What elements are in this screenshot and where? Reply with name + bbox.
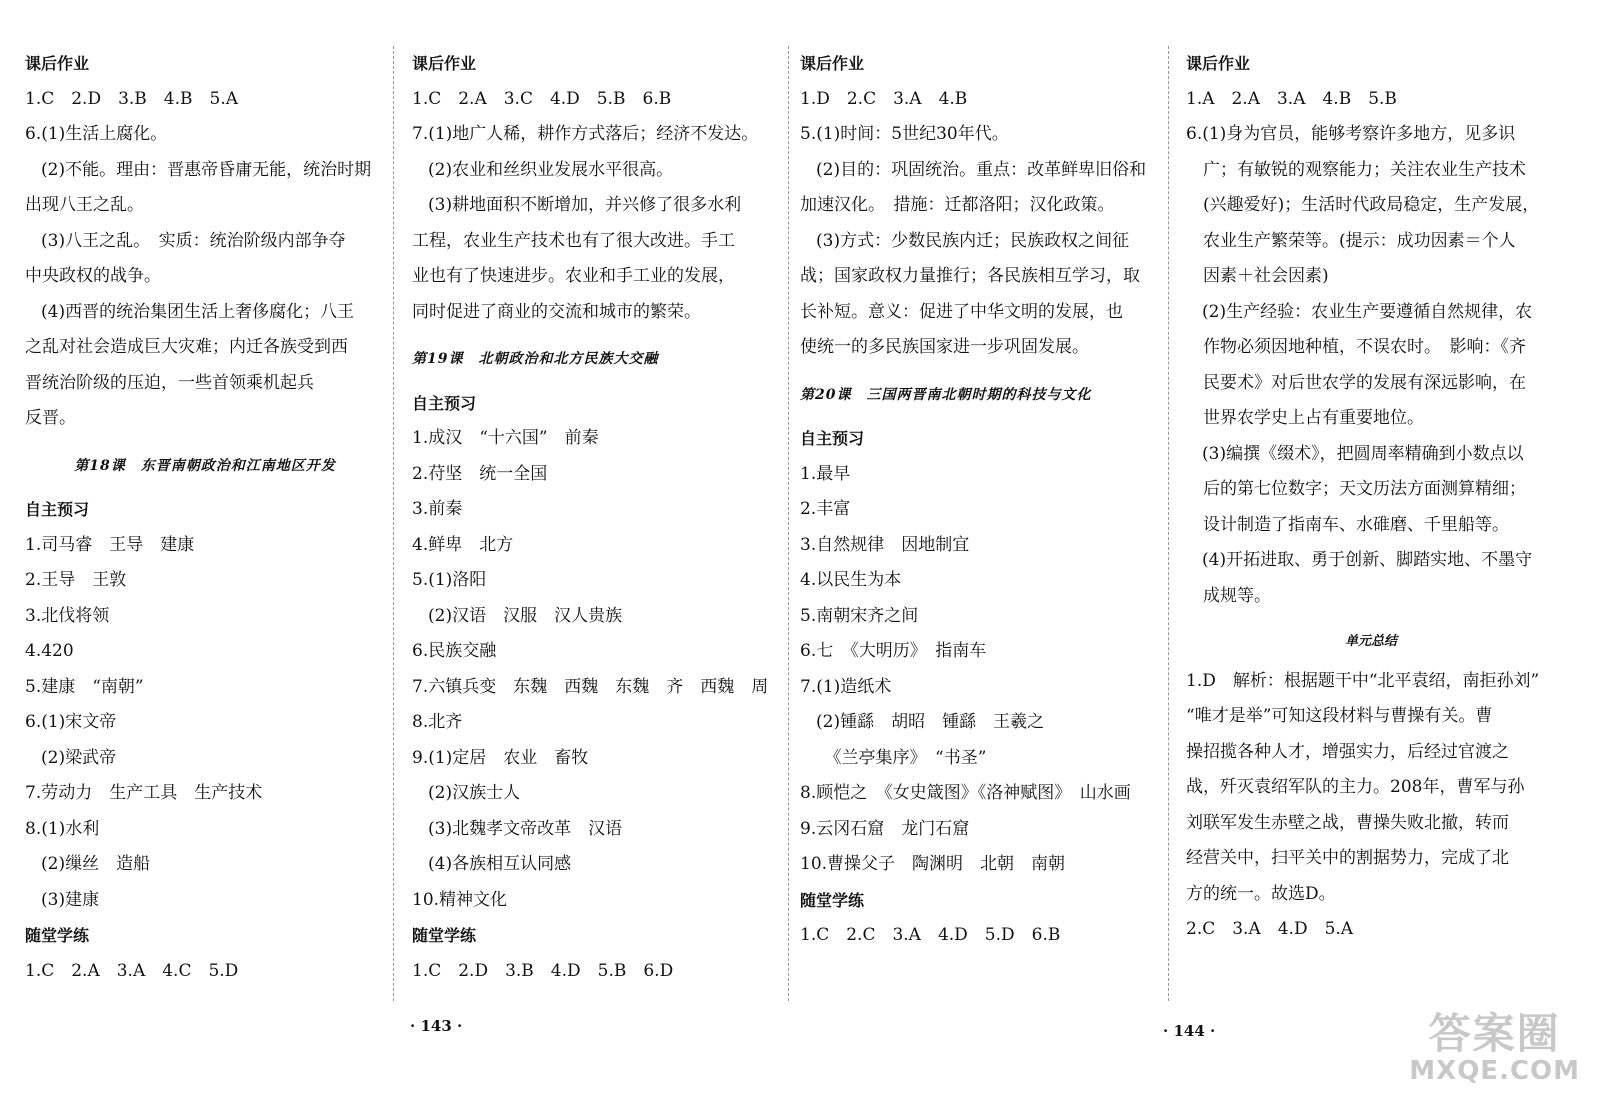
section-heading: 课后作业 bbox=[800, 54, 865, 73]
section-heading: 随堂学练 bbox=[25, 926, 90, 945]
answer-line: 因素＋社会因素) bbox=[1186, 266, 1329, 286]
answer-line: (2)锺繇 胡昭 锺繇 王羲之 bbox=[816, 712, 1045, 732]
answer-line: 10.曹操父子 陶渊明 北朝 南朝 bbox=[800, 854, 1066, 874]
answer-line: 长补短。意义：促进了中华文明的发展，也 bbox=[800, 301, 1123, 322]
answer-line: 刘联军发生赤壁之战，曹操失败北撤，转而 bbox=[1186, 812, 1509, 833]
answer-line: 8.顾恺之 《女史箴图》《洛神赋图》 山水画 bbox=[800, 783, 1131, 803]
answer-line: 1.C 2.D 3.B 4.B 5.A bbox=[25, 88, 238, 109]
answer-line: 7.(1)造纸术 bbox=[800, 676, 892, 697]
answer-line: 4.鲜卑 北方 bbox=[412, 534, 514, 555]
answer-line: 5.(1)洛阳 bbox=[412, 570, 487, 590]
answer-line: 晋统治阶级的压迫，一些首领乘机起兵 bbox=[25, 372, 314, 393]
answer-line: 之乱对社会造成巨大灾难；内迁各族受到西 bbox=[25, 337, 348, 357]
answer-line: 10.精神文化 bbox=[412, 889, 508, 910]
answer-line: (3)八王之乱。 实质：统治阶级内部争夺 bbox=[41, 230, 346, 251]
answer-line: 6.(1)身为官员，能够考察许多地方，见多识 bbox=[1186, 124, 1516, 144]
answer-line: 1.C 2.C 3.A 4.D 5.D 6.B bbox=[800, 925, 1061, 945]
answer-line: 1.C 2.D 3.B 4.D 5.B 6.D bbox=[412, 960, 674, 981]
lesson-title: 第18课 东晋南朝政治和江南地区开发 bbox=[74, 457, 336, 474]
watermark-url: MXQE.COM bbox=[1409, 1056, 1580, 1086]
watermark bbox=[1409, 1011, 1580, 1085]
answer-line: 4.420 bbox=[25, 641, 74, 661]
section-heading: 随堂学练 bbox=[800, 890, 865, 910]
answer-line: (2)汉语 汉服 汉人贵族 bbox=[428, 605, 623, 626]
answer-line: (3)方式：少数民族内迁；民族政权之间征 bbox=[816, 230, 1130, 251]
answer-line: 反晋。 bbox=[25, 408, 76, 428]
answer-line: (兴趣爱好)；生活时代政局稳定，生产发展， bbox=[1186, 195, 1540, 215]
answer-line: 1.成汉 “十六国” 前秦 bbox=[412, 428, 599, 448]
section-heading: 随堂学练 bbox=[412, 926, 477, 945]
column-4 bbox=[1186, 46, 1556, 948]
answer-line: 6.民族交融 bbox=[412, 641, 497, 661]
column-divider bbox=[1168, 46, 1169, 1001]
answer-line: 3.自然规律 因地制宜 bbox=[800, 534, 970, 555]
answer-line: 4.以民生为本 bbox=[800, 570, 902, 590]
answer-line: 1.D 解析：根据题干中“北平袁绍，南拒孙刘” bbox=[1186, 670, 1540, 691]
column-1 bbox=[25, 46, 385, 989]
page-number-right: · 144 · bbox=[1163, 1022, 1216, 1040]
column-divider bbox=[788, 46, 789, 1001]
column-2 bbox=[412, 46, 782, 989]
answer-line: (3)建康 bbox=[41, 889, 100, 910]
answer-line: (2)不能。理由：晋惠帝昏庸无能，统治时期 bbox=[41, 159, 372, 180]
answer-line: 1.最早 bbox=[800, 463, 851, 484]
answer-line: (2)梁武帝 bbox=[41, 747, 117, 768]
section-heading: 课后作业 bbox=[412, 54, 477, 73]
answer-line: 7.六镇兵变 东魏 西魏 东魏 齐 西魏 周 bbox=[412, 676, 769, 697]
section-heading: 课后作业 bbox=[1186, 54, 1251, 73]
answer-line: 出现八王之乱。 bbox=[25, 195, 144, 215]
answer-line: (3)耕地面积不断增加，并兴修了很多水利 bbox=[428, 195, 742, 215]
answer-line: (2)目的：巩固统治。重点：改革鲜卑旧俗和 bbox=[816, 159, 1147, 180]
answer-line: 使统一的多民族国家进一步巩固发展。 bbox=[800, 337, 1089, 357]
answer-line: 战；国家政权力量推行；各民族相互学习，取 bbox=[800, 266, 1140, 286]
answer-line: 2.苻坚 统一全国 bbox=[412, 463, 548, 484]
answer-line: 1.D 2.C 3.A 4.B bbox=[800, 88, 968, 109]
page-number-left: · 143 · bbox=[410, 1017, 463, 1035]
lesson-title: 第19课 北朝政治和北方民族大交融 bbox=[412, 351, 659, 367]
answer-line: 加速汉化。 措施：迁都洛阳；汉化政策。 bbox=[800, 195, 1115, 215]
answer-line: “唯才是举”可知这段材料与曹操有关。曹 bbox=[1186, 706, 1493, 726]
answer-line: 中央政权的战争。 bbox=[25, 266, 161, 286]
answer-line: 业也有了快速进步。农业和手工业的发展， bbox=[412, 266, 735, 286]
answer-line: (4)开拓进取、勇于创新、脚踏实地、不墨守 bbox=[1202, 550, 1533, 570]
column-divider bbox=[393, 46, 394, 1001]
answer-line: (2)汉族士人 bbox=[428, 783, 521, 803]
answer-line: 后的第七位数字；天文历法方面测算精细； bbox=[1186, 479, 1526, 499]
answer-line: (3)编撰《缀术》，把圆周率精确到小数点以 bbox=[1202, 443, 1524, 464]
answer-line: 操招揽各种人才，增强实力，后经过官渡之 bbox=[1186, 741, 1509, 762]
answer-line: 《兰亭集序》 “书圣” bbox=[816, 747, 987, 768]
answer-line: (4)各族相互认同感 bbox=[428, 854, 572, 874]
answer-line: 农业生产繁荣等。(提示：成功因素＝个人 bbox=[1186, 230, 1516, 251]
answer-line: 1.C 2.A 3.A 4.C 5.D bbox=[25, 960, 239, 981]
answer-line: 6.(1)宋文帝 bbox=[25, 712, 117, 732]
section-heading: 自主预习 bbox=[412, 393, 477, 413]
answer-line: 作物必须因地种植，不误农时。 影响：《齐 bbox=[1186, 337, 1526, 357]
answer-line: (3)北魏孝文帝改革 汉语 bbox=[428, 818, 623, 839]
answer-line: 9.(1)定居 农业 畜牧 bbox=[412, 747, 589, 768]
answer-line: 设计制造了指南车、水碓磨、千里船等。 bbox=[1186, 514, 1509, 535]
answer-line: 7.(1)地广人稀，耕作方式落后；经济不发达。 bbox=[412, 124, 759, 144]
answer-line: 1.A 2.A 3.A 4.B 5.B bbox=[1186, 88, 1397, 109]
answer-line: 6.(1)生活上腐化。 bbox=[25, 124, 168, 144]
answer-line: 广；有敏锐的观察能力；关注农业生产技术 bbox=[1186, 159, 1526, 180]
answer-line: 7.劳动力 生产工具 生产技术 bbox=[25, 783, 263, 803]
answer-line: 同时促进了商业的交流和城市的繁荣。 bbox=[412, 301, 701, 322]
answer-line: 民要术》对后世农学的发展有深远影响，在 bbox=[1186, 372, 1526, 393]
section-heading: 自主预习 bbox=[25, 500, 90, 519]
answer-line: 8.(1)水利 bbox=[25, 818, 100, 839]
answer-line: 工程，农业生产技术也有了很大改进。手工 bbox=[412, 230, 735, 251]
answer-line: 世界农学史上占有重要地位。 bbox=[1186, 408, 1424, 428]
answer-line: 8.北齐 bbox=[412, 712, 463, 732]
column-3 bbox=[800, 46, 1160, 954]
answer-line: 2.丰富 bbox=[800, 499, 851, 519]
watermark-logo-text: 答案圈 bbox=[1428, 1009, 1561, 1058]
lesson-title: 第20课 三国两晋南北朝时期的科技与文化 bbox=[800, 386, 1092, 403]
answer-line: 6.七 《大明历》 指南车 bbox=[800, 641, 987, 661]
answer-line: 9.云冈石窟 龙门石窟 bbox=[800, 818, 970, 839]
answer-line: (4)西晋的统治集团生活上奢侈腐化；八王 bbox=[41, 301, 355, 322]
answer-line: 1.C 2.A 3.C 4.D 5.B 6.B bbox=[412, 88, 672, 109]
answer-line: 5.南朝宋齐之间 bbox=[800, 605, 919, 626]
answer-line: 5.(1)时间：5世纪30年代。 bbox=[800, 124, 1009, 144]
section-heading: 自主预习 bbox=[800, 429, 865, 448]
answer-line: 2.王导 王敦 bbox=[25, 570, 127, 590]
section-heading: 课后作业 bbox=[25, 54, 90, 73]
answer-line: (2)缫丝 造船 bbox=[41, 854, 151, 874]
answer-line: (2)农业和丝织业发展水平很高。 bbox=[428, 159, 674, 180]
answer-line: (2)生产经验：农业生产要遵循自然规律，农 bbox=[1202, 301, 1533, 322]
answer-line: 方的统一。故选D。 bbox=[1186, 883, 1336, 904]
answer-line: 经营关中，扫平关中的割据势力，完成了北 bbox=[1186, 848, 1509, 868]
answer-line: 成规等。 bbox=[1186, 585, 1271, 606]
answer-line: 战，歼灭袁绍军队的主力。208年，曹军与孙 bbox=[1186, 777, 1525, 797]
answer-line: 2.C 3.A 4.D 5.A bbox=[1186, 919, 1354, 939]
unit-summary-title: 单元总结 bbox=[1344, 634, 1397, 649]
answer-line: 3.前秦 bbox=[412, 499, 463, 519]
answer-line: 5.建康 “南朝” bbox=[25, 676, 144, 697]
answer-line: 3.北伐将领 bbox=[25, 605, 110, 626]
answer-line: 1.司马睿 王导 建康 bbox=[25, 534, 195, 555]
